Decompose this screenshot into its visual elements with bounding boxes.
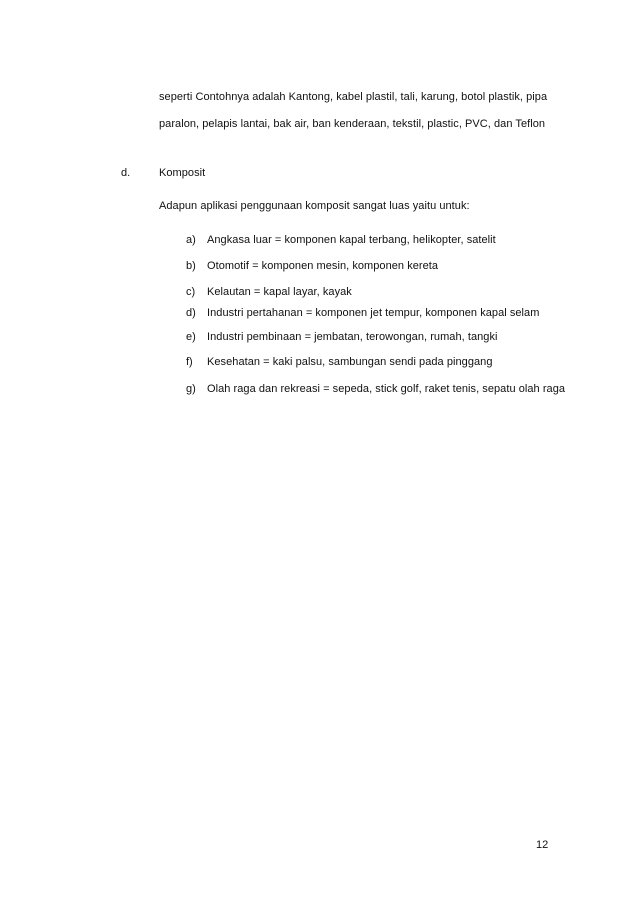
page-number: 12 — [536, 839, 549, 851]
intro-line-2: paralon, pelapis lantai, bak air, ban kenderaan, tekstil, plastic, PVC, dan Teflon — [159, 118, 546, 130]
section-lead: Adapun aplikasi penggunaan komposit sangat luas yaitu untuk: — [159, 200, 470, 212]
list-item-marker: d) — [186, 307, 196, 319]
list-item: Otomotif = komponen mesin, komponen kereta — [207, 260, 439, 272]
list-item-marker: f) — [186, 356, 193, 368]
list-item: Angkasa luar = komponen kapal terbang, helikopter, satelit — [207, 234, 496, 246]
list-item-marker: b) — [186, 260, 196, 272]
list-item: Kesehatan = kaki palsu, sambungan sendi pada pinggang — [207, 356, 493, 368]
list-item-marker: a) — [186, 234, 196, 246]
list-item: Kelautan = kapal layar, kayak — [207, 286, 352, 298]
list-item-marker: c) — [186, 286, 196, 298]
section-heading: Komposit — [159, 167, 206, 179]
list-item-marker: g) — [186, 383, 196, 395]
list-item: Industri pertahanan = komponen jet tempur, komponen kapal selam — [207, 307, 540, 319]
intro-line-1: seperti Contohnya adalah Kantong, kabel plastil, tali, karung, botol plastik, pipa — [159, 91, 548, 103]
list-item: Olah raga dan rekreasi = sepeda, stick golf, raket tenis, sepatu olah raga — [207, 383, 566, 395]
section-marker: d. — [121, 167, 131, 179]
list-item: Industri pembinaan = jembatan, terowongan, rumah, tangki — [207, 331, 498, 343]
list-item-marker: e) — [186, 331, 196, 343]
